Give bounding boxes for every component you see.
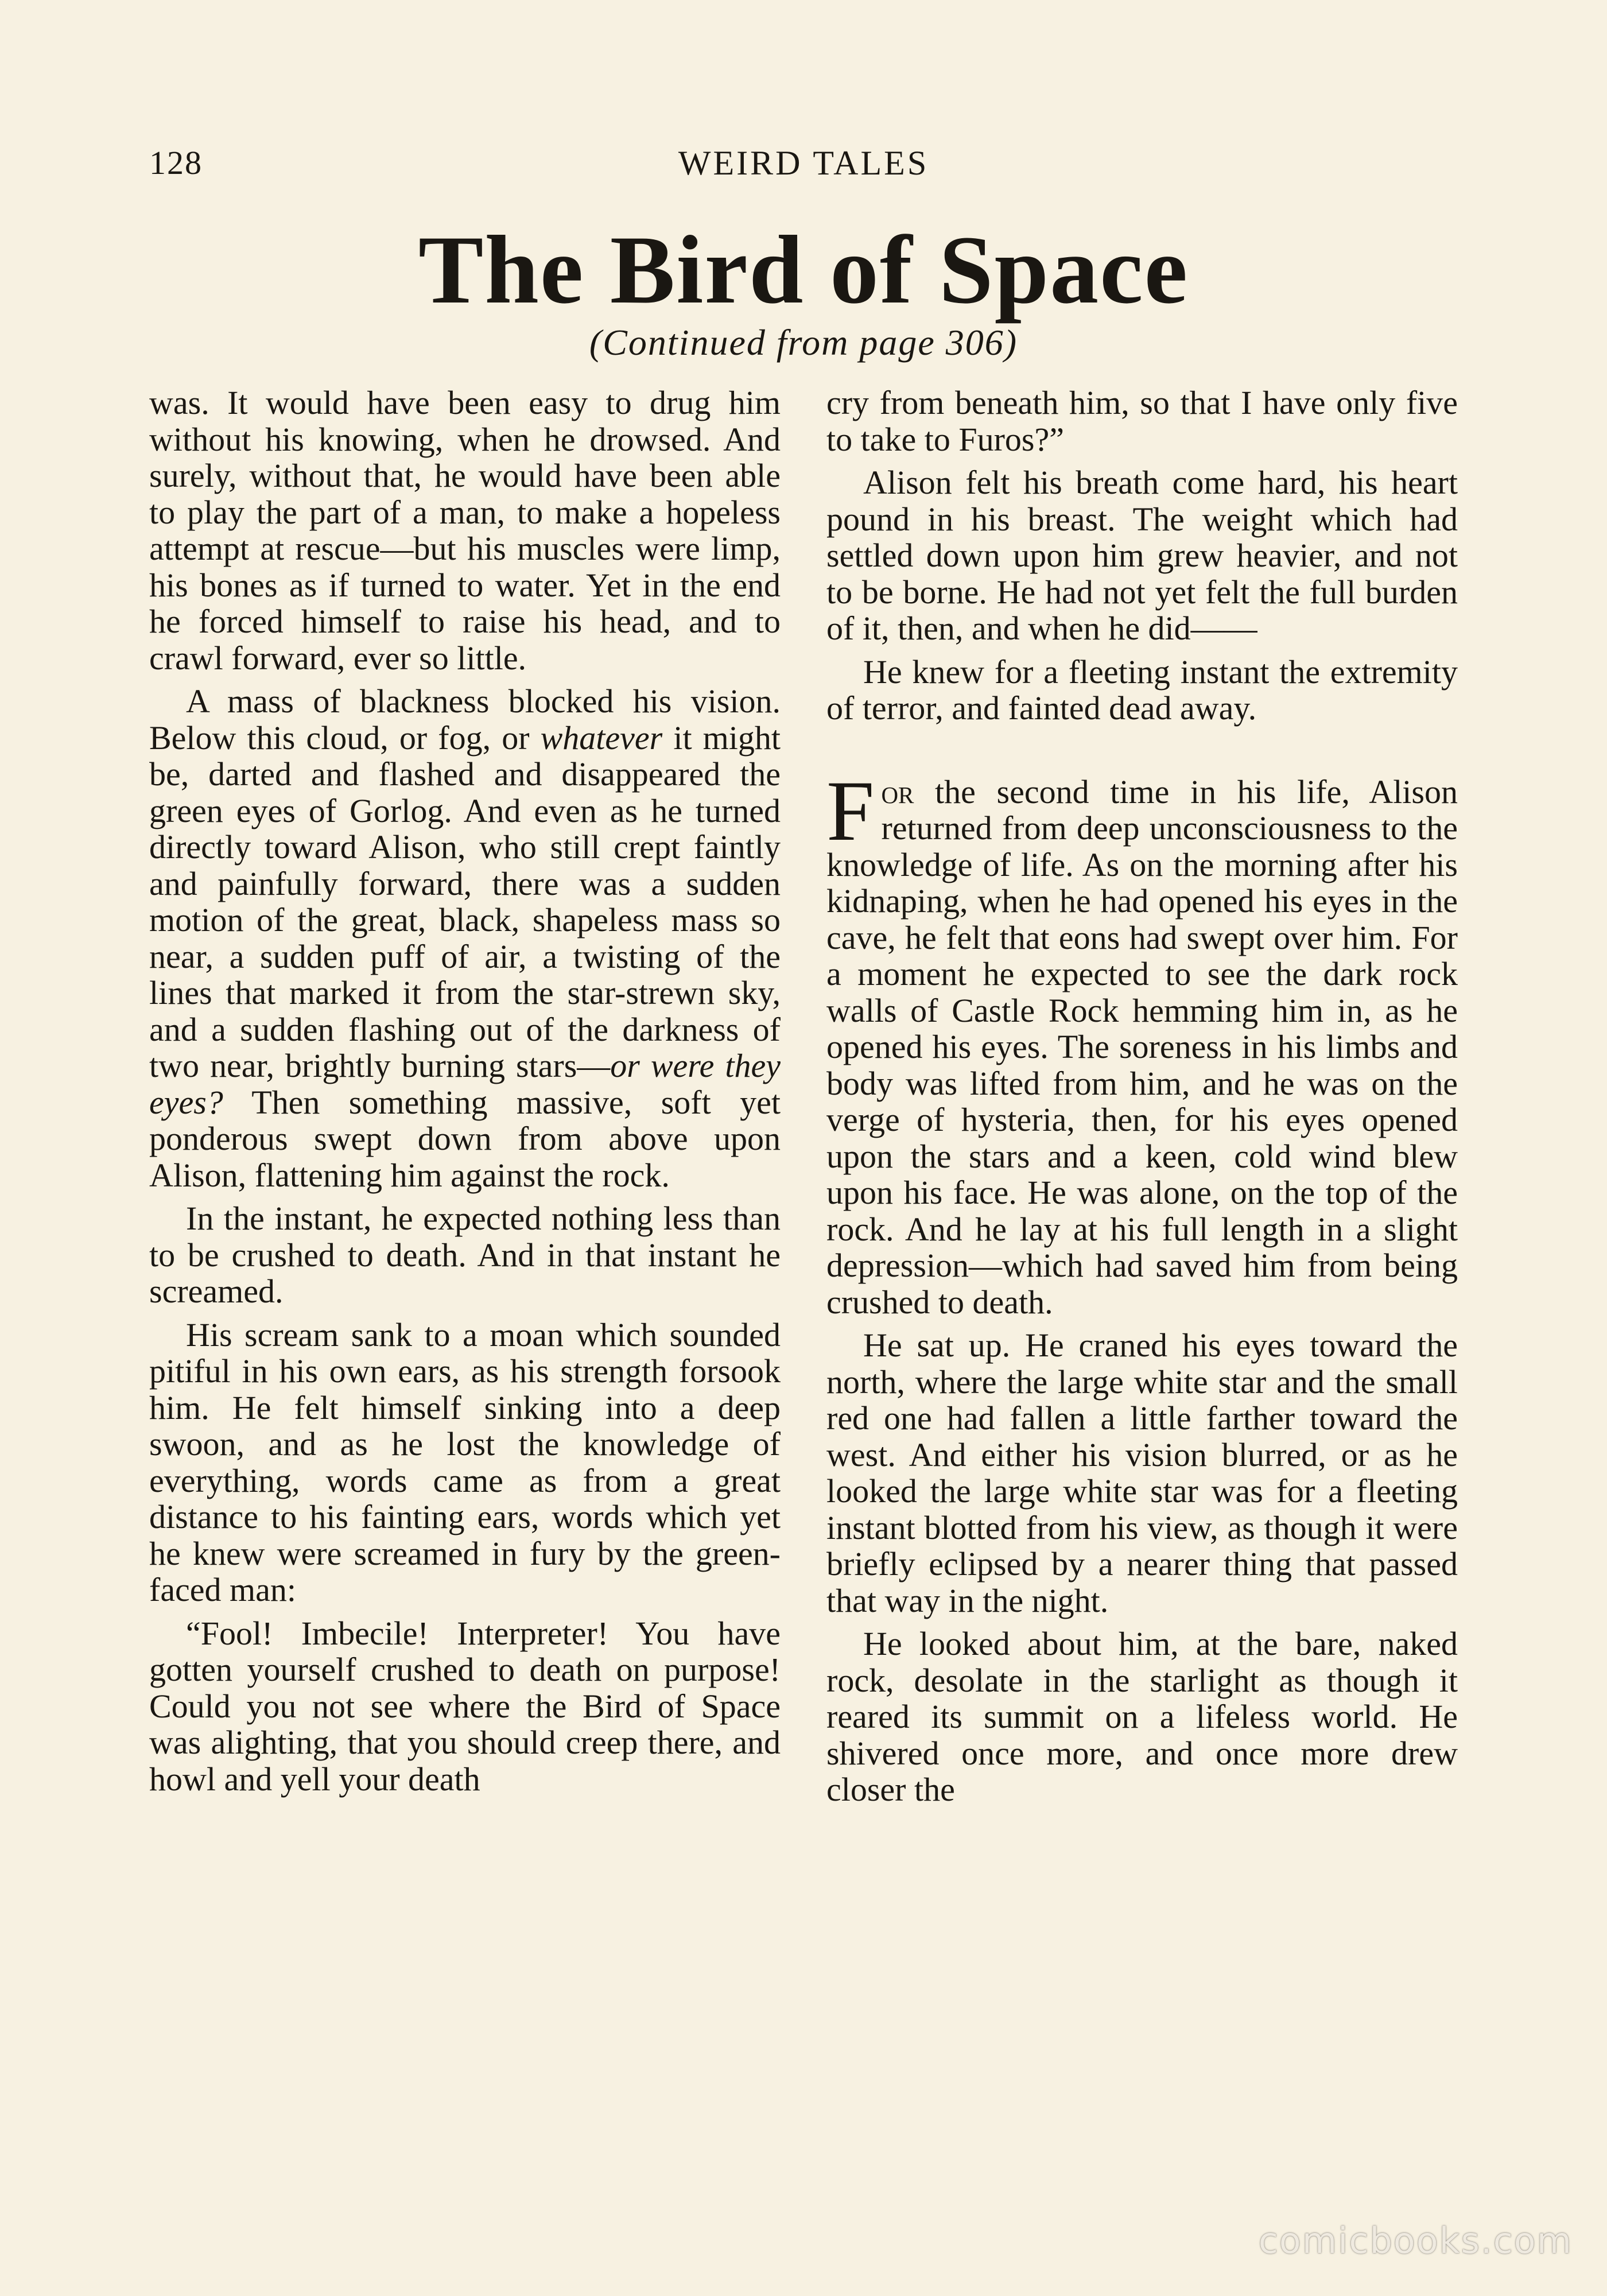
italic-text: or were they eyes?	[149, 1047, 781, 1121]
page-number: 128	[149, 144, 203, 181]
paragraph: In the instant, he expected nothing less than to be crushed to death. And in that instant he screamed.	[149, 1200, 781, 1310]
italic-text: whatever	[540, 719, 663, 757]
paragraph: His scream sank to a moan which sounded pitiful in his own ears, as his strength forsook him. He felt himself sinking into a deep swoon, and as he lost the knowledge of everything, words came as from a great distance to his fainting ears, words which yet he knew were screamed in fury by the green-faced man:	[149, 1316, 781, 1608]
watermark: comicbooks.com	[1258, 2220, 1573, 2262]
paragraph: was. It would have been easy to drug him without his knowing, when he drowsed. And surely, without that, he would have been able to play the part of a man, to make a hopeless attempt at rescue—but his muscles were limp, his bones as if turned to water. Yet in the end he forced himself to raise his head, and to crawl forward, ever so little.	[149, 384, 781, 677]
right-column	[826, 385, 1458, 1815]
magazine-name: WEIRD TALES	[678, 144, 929, 182]
running-head	[149, 144, 1458, 189]
paragraph: He knew for a fleeting instant the extremity of terror, and fainted dead away.	[826, 653, 1458, 727]
paragraph: He sat up. He craned his eyes toward the north, where the large white star and the small red one had fallen a little farther toward the west. And either his vision blurred, or as he looked the large white star was for a fleeting instant blotted from his view, as though it were briefly eclipsed by a nearer thing that passed that way in the night.	[826, 1327, 1458, 1619]
drop-cap: F	[826, 763, 875, 859]
paragraph: He looked about him, at the bare, naked rock, desolate in the starlight as though it reared its summit on a lifeless world. He shivered once more, and once more drew closer the	[826, 1625, 1458, 1808]
story-title: The Bird of Space	[418, 216, 1189, 324]
paragraph: Alison felt his breath come hard, his heart pound in his breast. The weight which had settled down upon him grew heavier, and not to be borne. He had not yet felt the full burden of it, then, and when he did——	[826, 464, 1458, 647]
left-column	[149, 385, 781, 1804]
paragraph: “Fool! Imbecile! Interpreter! You have gotten yourself crushed to death on purpose! Could you not see where the Bird of Space was alighting, that you should creep there, and howl and yell your death	[149, 1614, 781, 1798]
paragraph: A mass of blackness blocked his vision. Below this cloud, or fog, or whatever it might be, darted and flashed and disappeared the green eyes of Gorlog. And even as he turned directly toward Alison, who still crept faintly and painfully forward, there was a sudden motion of the great, black, shapeless mass so near, a sudden puff of air, a twisting of the lines that marked it from the star-strewn sky, and a sudden flashing out of the darkness of two near, brightly burning stars—or were they eyes? Then something massive, soft yet ponderous swept down from above upon Alison, flattening him against the rock.	[149, 682, 781, 1194]
paragraph: For the second time in his life, Alison returned from deep unconsciousness to the knowledge of life. As on the morning after his kidnaping, when he had opened his eyes in the cave, he felt that eons had swept over him. For a moment he expected to see the dark rock walls of Castle Rock hemming him in, as he opened his eyes. The soreness in his limbs and body was lifted from him, and he was on the verge of hysteria, then, for his eyes opened upon the stars and a keen, cold wind blew upon his face. He was alone, on the top of the rock. And he lay at his full length in a slight depression—which had saved him from being crushed to death.	[826, 763, 1458, 1321]
section-break	[826, 734, 1458, 774]
paragraph: cry from beneath him, so that I have only five to take to Furos?”	[826, 384, 1458, 458]
continued-note: (Continued from page 306)	[589, 322, 1018, 363]
